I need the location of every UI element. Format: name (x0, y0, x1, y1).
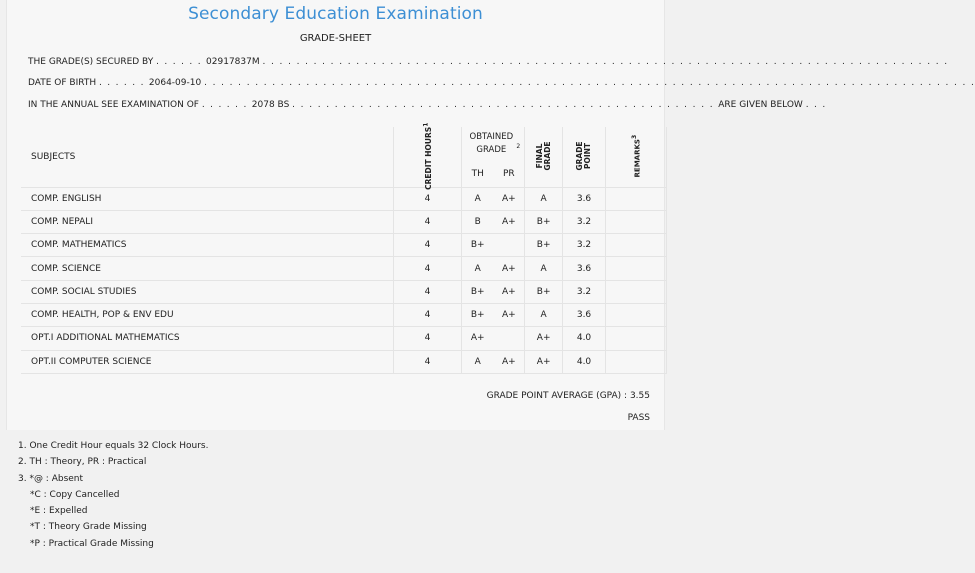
given-below-label: ARE GIVEN BELOW (718, 100, 803, 110)
grade-point-cell: 3.6 (562, 187, 605, 210)
grade-point-cell: 3.6 (562, 257, 605, 280)
pr-cell: A+ (493, 257, 525, 280)
subject-cell: COMP. SCIENCE (21, 257, 393, 280)
credit-cell: 4 (393, 303, 461, 326)
subjects-header: SUBJECTS (21, 127, 393, 187)
table-row (21, 280, 667, 303)
final-grade-cell: A (525, 257, 563, 280)
grades-table (21, 122, 667, 374)
grade-point-cell: 3.2 (562, 234, 605, 257)
pr-header: PR (493, 161, 525, 187)
gpa-label: GRADE POINT AVERAGE (GPA) : (486, 391, 628, 401)
final-grade-cell: A+ (525, 350, 563, 373)
pr-cell (493, 327, 525, 350)
th-cell: B+ (462, 280, 494, 303)
grade-point-cell: 4.0 (562, 327, 605, 350)
subject-cell: OPT.II COMPUTER SCIENCE (21, 350, 393, 373)
credit-cell: 4 (393, 280, 461, 303)
table-row (21, 234, 667, 257)
subject-cell: COMP. SOCIAL STUDIES (21, 280, 393, 303)
page-title: Secondary Education Examination (188, 4, 483, 24)
subject-cell: COMP. HEALTH, POP & ENV EDU (21, 303, 393, 326)
footnote-item: *C : Copy Cancelled (30, 489, 120, 500)
footnote-item: 3. *@ : Absent (18, 473, 84, 484)
grade-secured-label: THE GRADE(S) SECURED BY (28, 57, 154, 67)
credit-cell: 4 (393, 210, 461, 233)
footnote-item: *T : Theory Grade Missing (30, 522, 147, 533)
grade-secured-line: THE GRADE(S) SECURED BY . . . . . . 02917837M . . . . . . . . . . . . . . . . . . . . . . . . . . . . . . . . . . . . . . . . . . . . . . . . . . . . . . . . . . . . . . . . . . . . . . . . . . . . . . . . . (28, 57, 949, 67)
table-row (21, 187, 667, 210)
pr-cell (493, 234, 525, 257)
gpa-value: 3.55 (629, 391, 650, 401)
page-subtitle: GRADE-SHEET (299, 33, 372, 44)
grade-point-cell: 3.2 (562, 280, 605, 303)
subject-cell: OPT.I ADDITIONAL MATHEMATICS (21, 327, 393, 350)
subject-cell: COMP. NEPALI (21, 210, 393, 233)
grade-point-cell: 3.6 (562, 303, 605, 326)
remarks-cell (606, 327, 667, 350)
table-row (21, 303, 667, 326)
final-grade-cell: A+ (525, 327, 563, 350)
th-cell: B+ (462, 303, 494, 326)
final-grade-header: FINAL GRADE (525, 127, 563, 187)
remarks-cell (606, 210, 667, 233)
dob-label: DATE OF BIRTH (28, 78, 97, 88)
remarks-cell (606, 234, 667, 257)
subject-cell: COMP. ENGLISH (21, 187, 393, 210)
exam-line: IN THE ANNUAL SEE EXAMINATION OF . . . . . . 2078 BS . . . . . . . . . . . . . . . . . . . . . . . . . . . . . . . . . . . . . . . . . . . . . . . . . . ARE GIVEN BELOW . . . (28, 100, 827, 110)
footnote-item: 2. TH : Theory, PR : Practical (18, 457, 147, 468)
remarks-cell (606, 350, 667, 373)
credit-cell: 4 (393, 187, 461, 210)
footnotes (18, 438, 208, 552)
grade-point-cell: 3.2 (562, 210, 605, 233)
remarks-cell (606, 257, 667, 280)
th-cell: B+ (462, 234, 494, 257)
remarks-cell (606, 280, 667, 303)
dob-line: DATE OF BIRTH . . . . . . 2064-09-10 . . . . . . . . . . . . . . . . . . . . . . . . . . . . . . . . . . . . . . . . . . . . . . . . . . . . . . . . . . . . . . . . . . . . . . . . . . . . . . . . . . . . . . . . . . . (28, 78, 975, 88)
dob-value: 2064-09-10 (148, 78, 202, 88)
table-row (21, 327, 667, 350)
pr-cell: A+ (493, 187, 525, 210)
remarks-cell (606, 303, 667, 326)
final-grade-cell: B+ (525, 280, 563, 303)
th-cell: A+ (462, 327, 494, 350)
th-header: TH (462, 161, 494, 187)
footnote-item: 1. One Credit Hour equals 32 Clock Hours. (18, 441, 209, 451)
table-row (21, 210, 667, 233)
final-grade-cell: A (525, 187, 563, 210)
final-grade-cell: A (525, 303, 563, 326)
remarks-header: REMARKS$^3$ (606, 127, 667, 187)
grade-point-header: GRADE POINT (562, 127, 605, 187)
pr-cell: A+ (493, 210, 525, 233)
pr-cell: A+ (493, 350, 525, 373)
exam-label: IN THE ANNUAL SEE EXAMINATION OF (28, 100, 199, 110)
credit-cell: 4 (393, 327, 461, 350)
th-cell: A (462, 257, 494, 280)
result-status: PASS (627, 413, 650, 423)
credit-cell: 4 (393, 350, 461, 373)
pr-cell: A+ (493, 303, 525, 326)
pr-cell: A+ (493, 280, 525, 303)
remarks-cell (606, 187, 667, 210)
table-row (21, 350, 667, 373)
gpa-line (487, 391, 650, 401)
final-grade-cell: B+ (525, 234, 563, 257)
footnote-item: *P : Practical Grade Missing (30, 538, 154, 549)
credit-cell: 4 (393, 234, 461, 257)
exam-year: 2078 BS (251, 100, 290, 110)
th-cell: A (462, 187, 494, 210)
final-grade-cell: B+ (525, 210, 563, 233)
credit-hours-header: CREDIT HOURS$^1$ (393, 127, 461, 187)
grade-sheet (6, 0, 975, 430)
th-cell: B (462, 210, 494, 233)
obtained-grade-header: OBTAINED GRADE $^2$ (462, 127, 525, 161)
subject-cell: COMP. MATHEMATICS (21, 234, 393, 257)
table-row (21, 257, 667, 280)
symbol-number: 02917837M (206, 57, 260, 67)
footnote-item: *E : Expelled (30, 506, 88, 517)
grade-point-cell: 4.0 (562, 350, 605, 373)
th-cell: A (462, 350, 494, 373)
credit-cell: 4 (393, 257, 461, 280)
